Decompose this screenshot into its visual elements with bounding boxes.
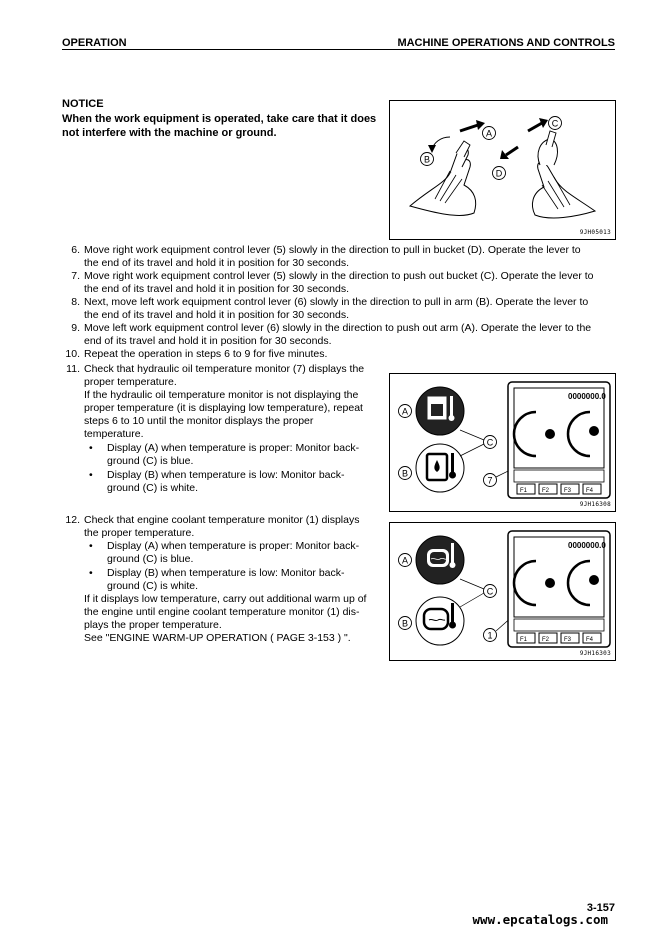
bullet-line: ground (C) is blue. <box>107 553 194 565</box>
fig3-label-a: A <box>401 555 409 566</box>
figure-hydraulic-oil-monitor <box>389 373 616 512</box>
step-line: the end of its travel and hold it in position for 30 seconds. <box>84 309 349 321</box>
fig1-label-a: A <box>485 128 493 139</box>
notice-line: When the work equipment is operated, take care that it does <box>62 113 377 125</box>
step-number: 12. <box>65 514 80 526</box>
followup-line: plays the proper temperature. <box>84 619 222 631</box>
step-line: Move left work equipment control lever (6) slowly in the direction to push out arm (A). Operate the lever to the <box>84 322 592 334</box>
bullet-line: Display (A) when temperature is proper: Monitor back- <box>107 442 360 454</box>
followup-line: If it displays low temperature, carry out additional warm up of <box>84 593 367 605</box>
step-number: 7. <box>71 270 80 282</box>
step-line: end of its travel and hold it in position for 30 seconds. <box>84 335 332 347</box>
notice-title: NOTICE <box>62 98 104 110</box>
notice-line: not interfere with the machine or ground. <box>62 127 277 139</box>
bullet-line: Display (B) when temperature is low: Monitor back- <box>107 567 345 579</box>
bullet-line: ground (C) is blue. <box>107 455 194 467</box>
followup-line: the engine until engine coolant temperature monitor (1) dis- <box>84 606 360 618</box>
step-line: Next, move left work equipment control lever (6) slowly in the direction to pull in arm (B). Operate the lever to <box>84 296 589 308</box>
watermark-url: www.epcatalogs.com <box>472 912 608 927</box>
fig3-key-f3: F3 <box>564 637 572 643</box>
section-title: OPERATION <box>62 37 127 49</box>
bullet-mark: • <box>89 540 93 552</box>
fig1-label-d: D <box>495 168 503 179</box>
fig2-key-f4: F4 <box>586 488 594 494</box>
lever-illustration <box>390 101 615 239</box>
step-number: 6. <box>71 244 80 256</box>
fig3-label-1: 1 <box>487 630 493 641</box>
figure-coolant-monitor <box>389 522 616 661</box>
fig1-label-c: C <box>551 118 559 129</box>
chapter-title: MACHINE OPERATIONS AND CONTROLS <box>397 37 615 49</box>
step-line: Check that engine coolant temperature monitor (1) displays <box>84 514 360 526</box>
figure-id: 9JH16308 <box>579 501 611 508</box>
bullet-line: ground (C) is white. <box>107 482 199 494</box>
step-line: temperature. <box>84 428 144 440</box>
step-line: steps 6 to 10 until the monitor displays the proper <box>84 415 314 427</box>
bullet-line: Display (B) when temperature is low: Monitor back- <box>107 469 345 481</box>
fig2-lcd: 0000000.0 <box>568 392 606 401</box>
step-number: 10. <box>65 348 80 360</box>
step-number: 8. <box>71 296 80 308</box>
step-line: If the hydraulic oil temperature monitor is not displaying the <box>84 389 359 401</box>
step-line: Check that hydraulic oil temperature monitor (7) displays the <box>84 363 365 375</box>
bullet-mark: • <box>89 442 93 454</box>
fig3-label-c: C <box>486 586 494 597</box>
figure-control-levers <box>389 100 616 240</box>
fig3-label-b: B <box>401 618 409 629</box>
fig3-key-f1: F1 <box>520 637 528 643</box>
fig2-key-f1: F1 <box>520 488 528 494</box>
fig3-lcd: 0000000.0 <box>568 541 606 550</box>
step-line: Move right work equipment control lever (5) slowly in the direction to push out bucket (C). Operate the lever to <box>84 270 594 282</box>
step-line: proper temperature. <box>84 376 177 388</box>
fig3-key-f2: F2 <box>542 637 550 643</box>
fig2-label-b: B <box>401 468 409 479</box>
fig2-key-f2: F2 <box>542 488 550 494</box>
step-number: 9. <box>71 322 80 334</box>
step-line: the end of its travel and hold it in position for 30 seconds. <box>84 257 349 269</box>
bullet-line: Display (A) when temperature is proper: Monitor back- <box>107 540 360 552</box>
fig3-key-f4: F4 <box>586 637 594 643</box>
fig2-label-7: 7 <box>487 475 493 486</box>
cross-reference: See "ENGINE WARM-UP OPERATION ( PAGE 3-153 ) ". <box>84 632 351 644</box>
step-line: Move right work equipment control lever (5) slowly in the direction to pull in bucket (D). Operate the lever to <box>84 244 581 256</box>
header-rule <box>62 49 615 50</box>
page-number: 3-157 <box>586 902 615 914</box>
figure-id: 9JH16303 <box>579 650 611 657</box>
fig2-key-f3: F3 <box>564 488 572 494</box>
bullet-mark: • <box>89 469 93 481</box>
step-number: 11. <box>66 363 80 375</box>
figure-id: 9JH05013 <box>579 229 611 236</box>
step-line: Repeat the operation in steps 6 to 9 for five minutes. <box>84 348 328 360</box>
fig1-label-b: B <box>423 154 431 165</box>
step-line: the proper temperature. <box>84 527 195 539</box>
step-line: the end of its travel and hold it in position for 30 seconds. <box>84 283 349 295</box>
fig2-label-a: A <box>401 406 409 417</box>
bullet-line: ground (C) is white. <box>107 580 199 592</box>
notice-text <box>62 112 384 140</box>
bullet-mark: • <box>89 567 93 579</box>
fig2-label-c: C <box>486 437 494 448</box>
step-12-followup <box>84 593 394 645</box>
step-line: proper temperature (it is displaying low temperature), repeat <box>84 402 363 414</box>
